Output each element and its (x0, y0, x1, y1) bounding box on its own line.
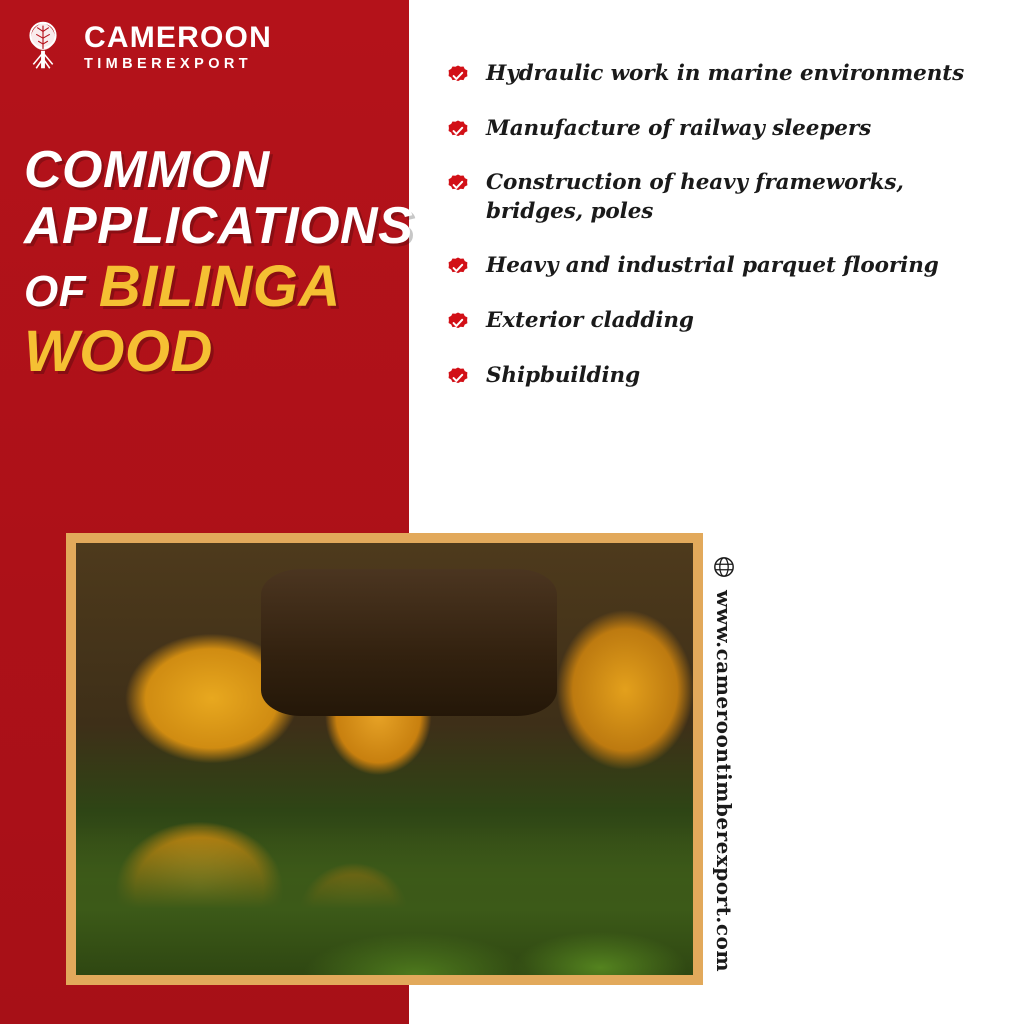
headline-line-1: COMMON (24, 141, 270, 199)
globe-icon (713, 556, 735, 578)
applications-list (446, 60, 1006, 416)
headline-of: OF (24, 267, 99, 317)
headline-species: BILINGA (98, 254, 341, 320)
check-badge-icon (446, 173, 470, 197)
list-item-label: Hydraulic work in marine environments (486, 61, 965, 86)
photo-image (76, 543, 693, 975)
headline-line-2: APPLICATIONS (24, 197, 414, 256)
website-url[interactable]: www.cameroontimberexport.com (712, 590, 736, 973)
brand-logo (12, 14, 272, 76)
headline-line-3 (24, 256, 404, 319)
brand-name: CAMEROON (84, 20, 272, 54)
list-item (446, 362, 1006, 391)
list-item-label: Manufacture of railway sleepers (486, 115, 872, 141)
page-title (24, 141, 414, 384)
check-badge-icon (446, 64, 470, 88)
tree-icon (12, 14, 74, 76)
list-item (446, 307, 1006, 336)
list-item (446, 169, 1006, 226)
photo-grass (76, 828, 693, 975)
list-item (446, 252, 1006, 281)
website-block (700, 556, 748, 972)
check-badge-icon (446, 366, 470, 390)
list-item-label: Shipbuilding (486, 362, 641, 388)
check-badge-icon (446, 119, 470, 143)
brand-tagline: TIMBEREXPORT (84, 55, 252, 72)
list-item (446, 115, 1006, 144)
check-badge-icon (446, 311, 470, 335)
check-badge-icon (446, 256, 470, 280)
list-item (446, 60, 1006, 89)
headline-line-4: WOOD (24, 318, 213, 384)
timber-photo (66, 533, 703, 985)
list-item-label: Construction of heavy frameworks, bridges, poles (486, 170, 904, 224)
list-item-label: Heavy and industrial parquet flooring (486, 253, 939, 279)
photo-log-dark (261, 569, 557, 716)
list-item-label: Exterior cladding (486, 307, 694, 333)
